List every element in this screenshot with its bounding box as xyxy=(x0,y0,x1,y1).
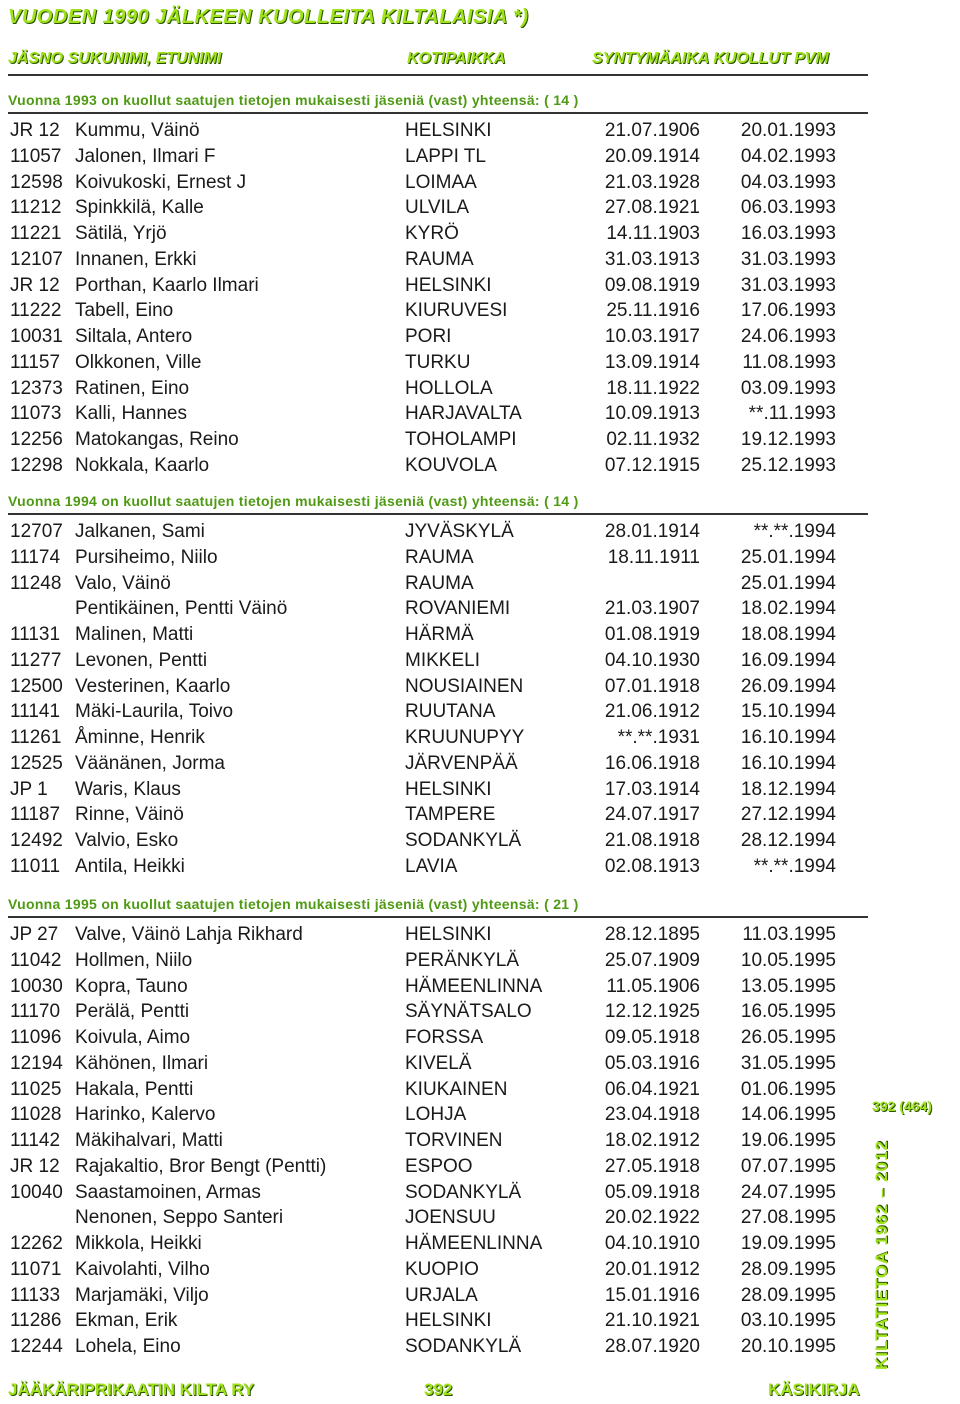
member-number: 12707 xyxy=(10,521,63,542)
birth-date: 28.07.1920 xyxy=(604,1336,700,1357)
death-date: 31.03.1993 xyxy=(740,274,836,296)
death-date: 19.06.1995 xyxy=(740,1130,836,1151)
page-title: VUODEN 1990 JÄLKEEN KUOLLEITA KILTALAISIA *) xyxy=(8,6,529,28)
birth-date: 25.11.1916 xyxy=(606,300,700,322)
death-date: 31.05.1995 xyxy=(740,1052,836,1074)
home-town: MIKKELI xyxy=(405,649,480,671)
home-town: SÄYNÄTSALO xyxy=(405,1001,532,1023)
column-header-dates: SYNTYMÄAIKA KUOLLUT PVM xyxy=(592,50,829,67)
member-name: Hollmen, Niilo xyxy=(75,949,193,971)
death-date: 06.03.1993 xyxy=(740,197,836,219)
member-name: Spinkkilä, Kalle xyxy=(75,197,204,219)
home-town: HELSINKI xyxy=(405,274,492,296)
home-town: ULVILA xyxy=(405,197,470,219)
death-date: 04.03.1993 xyxy=(740,171,836,193)
section-rule xyxy=(8,112,868,114)
list-item xyxy=(0,1077,870,1103)
member-name: Kaivolahti, Vilho xyxy=(75,1258,210,1280)
member-name: Ratinen, Eino xyxy=(75,377,190,399)
section-rule xyxy=(8,513,868,515)
home-town: LOIMAA xyxy=(405,171,477,193)
section-rule xyxy=(8,916,868,918)
birth-date: 01.08.1919 xyxy=(604,624,700,645)
list-item xyxy=(0,427,870,453)
member-number: 11174 xyxy=(10,546,61,568)
member-name: Nokkala, Kaarlo xyxy=(75,454,210,476)
member-number: 12262 xyxy=(10,1233,63,1254)
member-name: Kopra, Tauno xyxy=(75,975,188,997)
death-date: 03.09.1993 xyxy=(740,377,836,399)
home-town: HELSINKI xyxy=(405,778,492,800)
home-town: TOHOLAMPI xyxy=(405,429,517,450)
list-item xyxy=(0,1154,870,1180)
member-name: Saastamoinen, Armas xyxy=(75,1181,261,1203)
death-date: 14.06.1995 xyxy=(740,1104,836,1126)
member-number: 11042 xyxy=(10,949,62,971)
death-date: 27.12.1994 xyxy=(740,804,836,826)
list-item xyxy=(0,828,870,854)
footer-page-number: 392 xyxy=(424,1380,453,1399)
birth-date: 20.02.1922 xyxy=(604,1207,700,1229)
birth-date: 04.10.1930 xyxy=(604,649,700,671)
member-number: 12244 xyxy=(10,1336,63,1357)
death-date: 17.06.1993 xyxy=(740,300,836,322)
list-item xyxy=(0,1180,870,1206)
member-name: Malinen, Matti xyxy=(75,624,194,645)
home-town: SODANKYLÄ xyxy=(405,1336,522,1357)
member-name: Waris, Klaus xyxy=(75,778,181,800)
death-date: 16.03.1993 xyxy=(740,223,836,244)
member-name: Pentikäinen, Pentti Väinö xyxy=(75,598,288,620)
birth-date: 21.06.1912 xyxy=(604,701,700,723)
home-town: RUUTANA xyxy=(405,701,496,723)
member-name: Siltala, Antero xyxy=(75,326,193,347)
member-number: 11212 xyxy=(10,197,62,219)
list-item xyxy=(0,922,870,948)
birth-date: 28.12.1895 xyxy=(604,924,700,945)
list-item xyxy=(0,453,870,479)
member-number: JP 27 xyxy=(10,924,59,945)
home-town: ESPOO xyxy=(405,1155,473,1177)
home-town: HARJAVALTA xyxy=(405,403,522,425)
member-number: 12598 xyxy=(10,171,63,193)
member-name: Antila, Heikki xyxy=(75,855,185,877)
home-town: HÄRMÄ xyxy=(405,624,474,645)
birth-date: 07.12.1915 xyxy=(604,454,700,476)
member-name: Åminne, Henrik xyxy=(75,727,205,748)
home-town: URJALA xyxy=(405,1284,478,1306)
birth-date: 12.12.1925 xyxy=(604,1001,700,1023)
home-town: LAVIA xyxy=(405,855,458,877)
death-date: 25.01.1994 xyxy=(740,572,836,594)
death-date: 26.05.1995 xyxy=(740,1027,836,1048)
member-name: Jalonen, Ilmari F xyxy=(75,145,216,167)
birth-date: 16.06.1918 xyxy=(604,752,700,774)
home-town: HOLLOLA xyxy=(405,377,493,399)
birth-date: 18.02.1912 xyxy=(604,1130,700,1151)
member-name: Nenonen, Seppo Santeri xyxy=(75,1207,284,1229)
member-name: Levonen, Pentti xyxy=(75,649,208,671)
list-item xyxy=(0,545,870,571)
home-town: SODANKYLÄ xyxy=(405,1181,522,1203)
home-town: KIUKAINEN xyxy=(405,1078,508,1100)
member-name: Valo, Väinö xyxy=(75,572,171,594)
member-number: 12500 xyxy=(10,675,63,697)
member-number: 11028 xyxy=(10,1104,62,1126)
list-item xyxy=(0,376,870,402)
home-town: TORVINEN xyxy=(405,1130,503,1151)
home-town: HÄMEENLINNA xyxy=(405,975,543,997)
member-name: Porthan, Kaarlo Ilmari xyxy=(75,274,259,296)
list-item xyxy=(0,1334,870,1360)
member-number: 11141 xyxy=(10,701,61,723)
section-heading: Vuonna 1995 on kuollut saatujen tietojen mukaisesti jäseniä (vast) yhteensä: ( 21 ) xyxy=(8,896,579,912)
birth-date: 28.01.1914 xyxy=(604,521,700,542)
member-number: 10040 xyxy=(10,1181,63,1203)
member-name: Matokangas, Reino xyxy=(75,429,239,450)
list-item xyxy=(0,324,870,350)
death-date: 27.08.1995 xyxy=(740,1207,836,1229)
home-town: PORI xyxy=(405,326,452,347)
list-item xyxy=(0,999,870,1025)
list-item xyxy=(0,648,870,674)
list-item xyxy=(0,170,870,196)
list-item xyxy=(0,144,870,170)
member-name: Rinne, Väinö xyxy=(75,804,184,826)
member-number: 11277 xyxy=(10,649,62,671)
birth-date: 31.03.1913 xyxy=(604,248,700,270)
home-town: PERÄNKYLÄ xyxy=(405,949,520,971)
member-number: 11221 xyxy=(10,223,62,244)
list-item xyxy=(0,1205,870,1231)
birth-date: 13.09.1914 xyxy=(604,351,700,373)
death-date: 31.03.1993 xyxy=(740,248,836,270)
death-date: 19.09.1995 xyxy=(740,1233,836,1254)
list-item xyxy=(0,1102,870,1128)
list-item xyxy=(0,1231,870,1257)
home-town: LOHJA xyxy=(405,1104,467,1126)
list-item xyxy=(0,622,870,648)
list-item xyxy=(0,725,870,751)
member-number: 11222 xyxy=(10,300,62,322)
list-item xyxy=(0,350,870,376)
home-town: TAMPERE xyxy=(405,804,496,826)
death-date: 18.02.1994 xyxy=(740,598,836,620)
list-item xyxy=(0,1283,870,1309)
member-number: 11071 xyxy=(10,1258,62,1280)
member-number: 11011 xyxy=(10,855,61,877)
list-item xyxy=(0,1128,870,1154)
list-item xyxy=(0,195,870,221)
death-date: 18.12.1994 xyxy=(740,778,836,800)
home-town: JYVÄSKYLÄ xyxy=(405,521,514,542)
birth-date: 10.03.1917 xyxy=(604,326,700,347)
birth-date: 05.03.1916 xyxy=(604,1052,700,1074)
member-name: Ekman, Erik xyxy=(75,1310,178,1332)
death-date: 16.05.1995 xyxy=(740,1001,836,1023)
list-item xyxy=(0,118,870,144)
member-number: 11142 xyxy=(10,1130,61,1151)
list-item xyxy=(0,854,870,880)
death-date: 04.02.1993 xyxy=(740,145,836,167)
member-number: 11187 xyxy=(10,804,61,826)
member-number: JP 1 xyxy=(10,778,48,800)
death-date: 20.10.1995 xyxy=(740,1336,836,1357)
list-item xyxy=(0,974,870,1000)
footer-right: KÄSIKIRJA xyxy=(768,1380,860,1399)
death-date: 20.01.1993 xyxy=(740,120,836,141)
birth-date: 27.05.1918 xyxy=(604,1155,700,1177)
list-item xyxy=(0,1025,870,1051)
home-town: RAUMA xyxy=(405,572,474,594)
birth-date: 11.05.1906 xyxy=(606,975,700,997)
member-number: 12298 xyxy=(10,454,63,476)
death-date: 24.06.1993 xyxy=(740,326,836,347)
birth-date: 21.08.1918 xyxy=(604,830,700,851)
member-number: 11133 xyxy=(10,1284,61,1306)
home-town: LAPPI TL xyxy=(405,145,486,167)
member-name: Koivukoski, Ernest J xyxy=(75,171,247,193)
death-date: 07.07.1995 xyxy=(740,1155,836,1177)
member-name: Koivula, Aimo xyxy=(75,1027,191,1048)
birth-date: 02.08.1913 xyxy=(604,855,700,877)
birth-date: 21.03.1928 xyxy=(604,171,700,193)
home-town: TURKU xyxy=(405,351,471,373)
section-heading: Vuonna 1993 on kuollut saatujen tietojen mukaisesti jäseniä (vast) yhteensä: ( 14 ) xyxy=(8,92,579,108)
member-number: 12492 xyxy=(10,830,63,851)
home-town: KYRÖ xyxy=(405,223,459,244)
death-date: 01.06.1995 xyxy=(740,1078,836,1100)
member-number: 11261 xyxy=(10,727,62,748)
birth-date: 14.11.1903 xyxy=(606,223,700,244)
member-name: Tabell, Eino xyxy=(75,300,174,322)
birth-date: 20.09.1914 xyxy=(604,145,700,167)
home-town: KIURUVESI xyxy=(405,300,508,322)
birth-date: 09.05.1918 xyxy=(604,1027,700,1048)
home-town: RAUMA xyxy=(405,248,474,270)
birth-date: 24.07.1917 xyxy=(604,804,700,826)
death-date: 28.09.1995 xyxy=(740,1258,836,1280)
member-name: Mäkihalvari, Matti xyxy=(75,1130,223,1151)
birth-date: 09.08.1919 xyxy=(604,274,700,296)
birth-date: 02.11.1932 xyxy=(606,429,700,450)
member-number: JR 12 xyxy=(10,1155,60,1177)
header-rule xyxy=(8,74,868,76)
home-town: JOENSUU xyxy=(405,1207,496,1229)
birth-date: 21.07.1906 xyxy=(604,120,700,141)
list-item xyxy=(0,298,870,324)
member-number: 10031 xyxy=(10,326,63,347)
birth-date: 17.03.1914 xyxy=(604,778,700,800)
birth-date: 27.08.1921 xyxy=(604,197,700,219)
list-item xyxy=(0,674,870,700)
member-number: 12525 xyxy=(10,752,63,774)
member-number: 11057 xyxy=(10,145,62,167)
birth-date: **.**.1931 xyxy=(617,727,700,748)
member-number: 12373 xyxy=(10,377,63,399)
home-town: HELSINKI xyxy=(405,924,492,945)
member-name: Rajakaltio, Bror Bengt (Pentti) xyxy=(75,1155,327,1177)
list-item xyxy=(0,571,870,597)
death-date: 28.12.1994 xyxy=(740,830,836,851)
member-name: Kummu, Väinö xyxy=(75,120,200,141)
member-name: Marjamäki, Viljo xyxy=(75,1284,209,1306)
member-name: Mäki-Laurila, Toivo xyxy=(75,701,234,723)
list-item xyxy=(0,247,870,273)
member-name: Jalkanen, Sami xyxy=(75,521,205,542)
birth-date: 21.03.1907 xyxy=(604,598,700,620)
list-item xyxy=(0,751,870,777)
member-number: 11157 xyxy=(10,351,61,373)
member-name: Innanen, Erkki xyxy=(75,248,197,270)
member-number: 11248 xyxy=(10,572,62,594)
birth-date: 07.01.1918 xyxy=(604,675,700,697)
member-name: Olkkonen, Ville xyxy=(75,351,202,373)
member-name: Väänänen, Jorma xyxy=(75,752,225,774)
death-date: **.11.1993 xyxy=(748,403,836,425)
death-date: 18.08.1994 xyxy=(740,624,836,645)
home-town: KIVELÄ xyxy=(405,1052,472,1074)
death-date: 25.12.1993 xyxy=(740,454,836,476)
list-item xyxy=(0,802,870,828)
birth-date: 21.10.1921 xyxy=(604,1310,700,1332)
home-town: SODANKYLÄ xyxy=(405,830,522,851)
death-date: 19.12.1993 xyxy=(740,429,836,450)
column-header-city: KOTIPAIKKA xyxy=(407,50,506,67)
member-name: Perälä, Pentti xyxy=(75,1001,190,1023)
birth-date: 15.01.1916 xyxy=(604,1284,700,1306)
list-item xyxy=(0,221,870,247)
member-name: Sätilä, Yrjö xyxy=(75,223,167,244)
death-date: **.**.1994 xyxy=(753,521,836,542)
death-date: 26.09.1994 xyxy=(740,675,836,697)
list-item xyxy=(0,519,870,545)
birth-date: 10.09.1913 xyxy=(604,403,700,425)
home-town: HELSINKI xyxy=(405,1310,492,1332)
member-name: Valve, Väinö Lahja Rikhard xyxy=(75,924,303,945)
death-date: 16.10.1994 xyxy=(740,727,836,748)
death-date: 16.10.1994 xyxy=(740,752,836,774)
member-number: 12194 xyxy=(10,1052,63,1074)
home-town: NOUSIAINEN xyxy=(405,675,524,697)
birth-date: 23.04.1918 xyxy=(604,1104,700,1126)
death-date: 03.10.1995 xyxy=(740,1310,836,1332)
column-header-member: JÄSNO SUKUNIMI, ETUNIMI xyxy=(8,50,222,67)
list-item xyxy=(0,777,870,803)
member-number: 11286 xyxy=(10,1310,62,1332)
list-item xyxy=(0,1257,870,1283)
list-item xyxy=(0,948,870,974)
member-name: Mikkola, Heikki xyxy=(75,1233,202,1254)
death-date: 24.07.1995 xyxy=(740,1181,836,1203)
death-date: 11.03.1995 xyxy=(742,924,836,945)
member-name: Pursiheimo, Niilo xyxy=(75,546,218,568)
home-town: JÄRVENPÄÄ xyxy=(405,752,518,774)
birth-date: 05.09.1918 xyxy=(604,1181,700,1203)
member-number: 11073 xyxy=(10,403,62,425)
birth-date: 06.04.1921 xyxy=(604,1078,700,1100)
member-number: 11131 xyxy=(10,624,61,645)
member-number: JR 12 xyxy=(10,120,60,141)
death-date: **.**.1994 xyxy=(753,855,836,877)
birth-date: 25.07.1909 xyxy=(604,949,700,971)
death-date: 16.09.1994 xyxy=(740,649,836,671)
member-number: 10030 xyxy=(10,975,63,997)
list-item xyxy=(0,699,870,725)
home-town: ROVANIEMI xyxy=(405,598,511,620)
death-date: 28.09.1995 xyxy=(740,1284,836,1306)
page-tag: 392 (464) xyxy=(872,1098,932,1114)
list-item xyxy=(0,596,870,622)
member-name: Hakala, Pentti xyxy=(75,1078,194,1100)
list-item xyxy=(0,273,870,299)
member-number: 11025 xyxy=(10,1078,62,1100)
list-item xyxy=(0,401,870,427)
member-name: Valvio, Esko xyxy=(75,830,179,851)
home-town: HÄMEENLINNA xyxy=(405,1233,543,1254)
member-number: 12256 xyxy=(10,429,63,450)
birth-date: 18.11.1922 xyxy=(606,377,700,399)
birth-date: 04.10.1910 xyxy=(604,1233,700,1254)
side-vertical-title: KILTATIETOA 1962 – 2012 xyxy=(872,1140,891,1370)
member-name: Kähönen, Ilmari xyxy=(75,1052,209,1074)
member-number: 11096 xyxy=(10,1027,62,1048)
death-date: 10.05.1995 xyxy=(740,949,836,971)
member-number: 11170 xyxy=(10,1001,61,1023)
member-name: Kalli, Hannes xyxy=(75,403,187,425)
member-number: JR 12 xyxy=(10,274,60,296)
home-town: HELSINKI xyxy=(405,120,492,141)
member-number: 12107 xyxy=(10,248,63,270)
member-name: Harinko, Kalervo xyxy=(75,1104,216,1126)
footer-left: JÄÄKÄRIPRIKAATIN KILTA RY xyxy=(8,1380,255,1399)
section-heading: Vuonna 1994 on kuollut saatujen tietojen mukaisesti jäseniä (vast) yhteensä: ( 14 ) xyxy=(8,493,579,509)
home-town: FORSSA xyxy=(405,1027,484,1048)
birth-date: 20.01.1912 xyxy=(604,1258,700,1280)
death-date: 25.01.1994 xyxy=(740,546,836,568)
member-name: Lohela, Eino xyxy=(75,1336,181,1357)
home-town: KUOPIO xyxy=(405,1258,479,1280)
list-item xyxy=(0,1051,870,1077)
death-date: 15.10.1994 xyxy=(740,701,836,723)
list-item xyxy=(0,1308,870,1334)
home-town: KRUUNUPYY xyxy=(405,727,525,748)
death-date: 13.05.1995 xyxy=(740,975,836,997)
home-town: RAUMA xyxy=(405,546,474,568)
birth-date: 18.11.1911 xyxy=(607,546,700,568)
member-name: Vesterinen, Kaarlo xyxy=(75,675,231,697)
death-date: 11.08.1993 xyxy=(742,351,836,373)
home-town: KOUVOLA xyxy=(405,454,497,476)
